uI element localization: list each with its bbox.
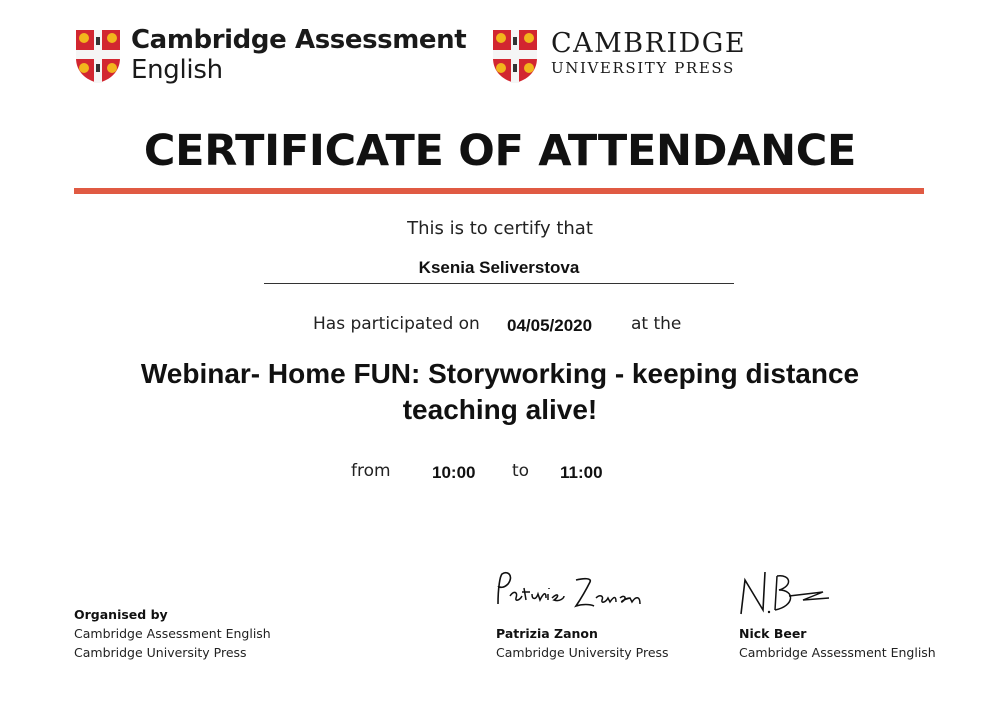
signature-patrizia-zanon bbox=[488, 568, 648, 620]
end-time: 11:00 bbox=[560, 463, 603, 482]
signatory-2-block bbox=[739, 624, 936, 662]
from-label: from bbox=[351, 461, 391, 481]
cambridge-university-press-logo bbox=[551, 30, 746, 76]
logo-left-line2: English bbox=[131, 55, 223, 85]
title-divider bbox=[74, 188, 924, 194]
signature-nick-beer bbox=[733, 566, 833, 622]
signatory-1-name: Patrizia Zanon bbox=[496, 626, 598, 641]
certify-text: This is to certify that bbox=[407, 218, 593, 239]
cambridge-shield-icon bbox=[74, 28, 122, 84]
recipient-name: Ksenia Seliverstova bbox=[418, 258, 580, 277]
logo-right-line1: CAMBRIDGE bbox=[551, 28, 747, 59]
organiser-2: Cambridge University Press bbox=[74, 645, 247, 660]
to-label: to bbox=[512, 461, 530, 481]
cambridge-shield-icon bbox=[491, 28, 539, 84]
logo-right-line2: UNIVERSITY PRESS bbox=[551, 59, 735, 77]
logo-left-line1: Cambridge Assessment bbox=[131, 25, 467, 55]
signatory-2-name: Nick Beer bbox=[739, 626, 807, 641]
at-the-label: at the bbox=[631, 314, 682, 334]
certificate-title: CERTIFICATE OF ATTENDANCE bbox=[143, 126, 857, 176]
event-title-line2: teaching alive! bbox=[402, 394, 598, 425]
signatory-2-org: Cambridge Assessment English bbox=[739, 645, 936, 660]
participated-label: Has participated on bbox=[313, 314, 480, 334]
start-time: 10:00 bbox=[432, 463, 476, 482]
organised-by-block bbox=[74, 605, 271, 662]
cambridge-assessment-english-logo bbox=[131, 27, 466, 83]
event-title-line1: Webinar- Home FUN: Storyworking - keeping distance bbox=[140, 358, 860, 389]
organiser-1: Cambridge Assessment English bbox=[74, 626, 271, 641]
signatory-1-block bbox=[496, 624, 669, 662]
organised-by-heading: Organised by bbox=[74, 607, 168, 622]
participation-date: 04/05/2020 bbox=[507, 316, 593, 335]
event-title bbox=[60, 356, 940, 428]
signatory-1-org: Cambridge University Press bbox=[496, 645, 669, 660]
name-underline bbox=[264, 283, 734, 284]
